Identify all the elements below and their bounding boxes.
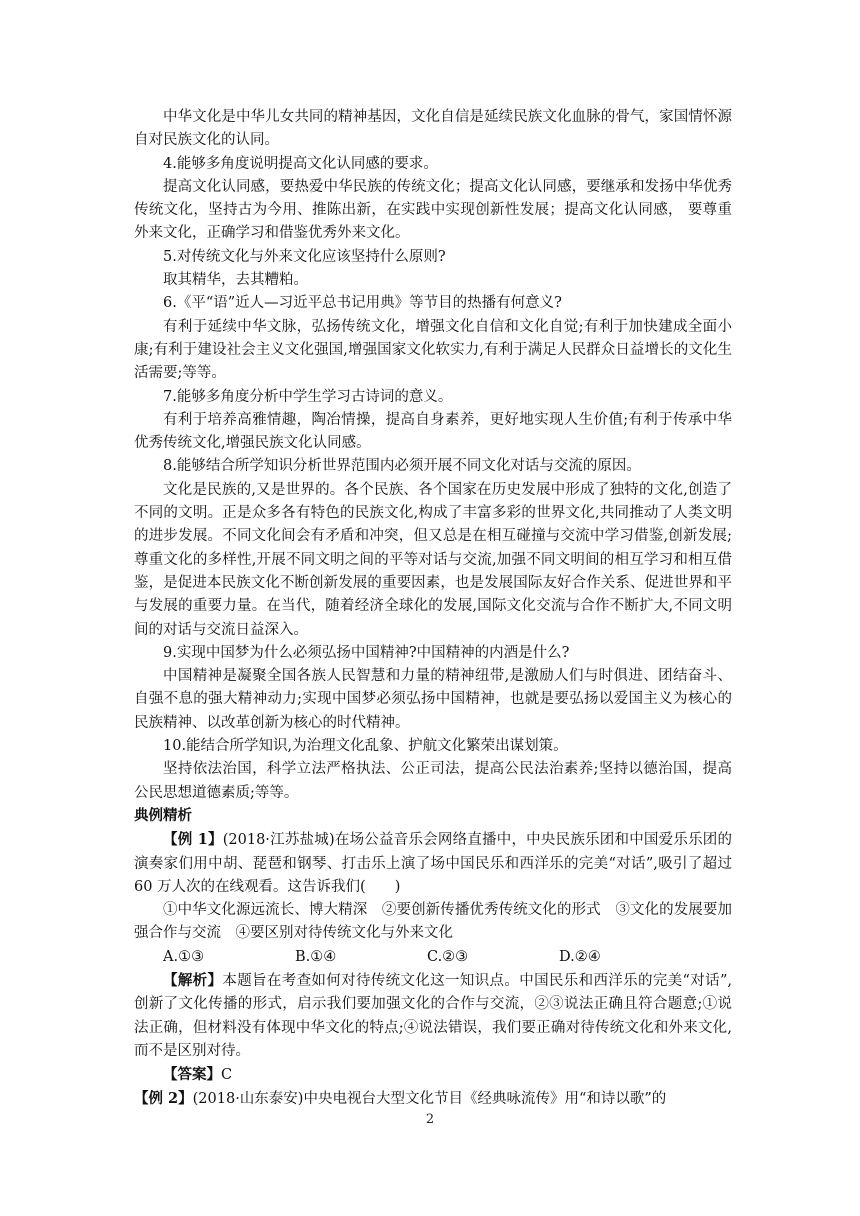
example-1-options <box>134 946 732 969</box>
example-2-text: (2018·山东泰安)中央电视台大型文化节目《经典咏流传》用“和诗以歌”的 <box>192 1091 667 1108</box>
example-1-stem <box>134 828 732 899</box>
example-1-answer <box>134 1063 732 1087</box>
answer-value: C <box>221 1067 233 1084</box>
analysis-tag: 【解析】 <box>163 971 223 989</box>
option-c: C.②③ <box>427 948 469 965</box>
paragraph: 中华文化是中华儿女共同的精神基因，文化自信是延续民族文化血脉的骨气，家国情怀源自对民族文化的认同。 <box>134 109 732 149</box>
option-b: B.①④ <box>295 948 337 965</box>
answer-tag: 【答案】 <box>163 1066 221 1084</box>
example-2-stem <box>134 1087 732 1111</box>
question-10: 10.能结合所学知识,为治理文化乱象、护航文化繁荣出谋划策。 <box>163 738 568 755</box>
example-1-analysis <box>134 969 732 1063</box>
answer-5: 取其精华，去其糟粕。 <box>163 272 308 289</box>
question-7: 7.能够多角度分析中学生学习古诗词的意义。 <box>163 388 453 405</box>
example-1-text: (2018·江苏盐城)在场公益音乐会网络直播中，中央民族乐团和中国爱乐乐团的演奏家们用中胡、琵琶和钢琴、打击乐上演了场中国民乐和西洋乐的完美“对话”,吸引了超过 60 万人次的在线观看。这告诉我们( ) <box>134 832 733 895</box>
question-9: 9.实现中国梦为什么必须弘扬中国精神?中国精神的内酒是什么? <box>163 644 570 661</box>
answer-9: 中国精神是凝聚全国各族人民智慧和力量的精神纽带,是激励人们与时俱进、团结奋斗、自强不息的强大精神动力;实现中国梦必须弘扬中国精神，也就是要弘扬以爱国主义为核心的民族精神、以改革创新为核心的时代精神。 <box>134 668 732 731</box>
example-1-tag: 【例 1】 <box>163 831 223 849</box>
answer-10: 坚持依法治国，科学立法严格执法、公正司法，提高公民法治素养;坚持以德治国，提高公民思想道德素质;等等。 <box>134 761 732 801</box>
answer-7: 有利于培养高雅情趣，陶冶情操，提高自身素养，更好地实现人生价值;有利于传承中华优秀传统文化,增强民族文化认同感。 <box>134 411 732 452</box>
question-8: 8.能够结合所学知识分析世界范围内必须开展不同文化对话与交流的原因。 <box>163 458 641 475</box>
question-4: 4.能够多角度说明提高文化认同感的要求。 <box>163 155 438 172</box>
answer-6: 有利于延续中华文脉，弘扬传统文化，增强文化自信和文化自觉;有利于加快建成全面小康;有利于建设社会主义文化强国,增强国家文化软实力,有利于满足人民群众日益增长的文化生活需要;等等。 <box>134 318 732 382</box>
document-body <box>134 106 732 1112</box>
example-2-tag: 【例 2】 <box>134 1090 193 1108</box>
answer-4: 提高文化认同感，要热爱中华民族的传统文化；提高文化认同感，要继承和发扬中华优秀传统文化，坚持古为今用、推陈出新，在实践中实现创新性发展；提高文化认同感， 要尊重外来文化，正确学习和借鉴优秀外来文化。 <box>134 178 732 242</box>
question-6: 6.《平“语”近人—习近平总书记用典》等节目的热播有何意义? <box>163 295 562 312</box>
answer-8: 文化是民族的,又是世界的。各个民族、各个国家在历史发展中形成了独特的文化,创造了不同的文明。正是众多各有特色的民族文化,构成了丰富多彩的世界文化,共同推动了人类文明的进步发展。不同文化间会有矛盾和冲突，但又总是在相互碰撞与交流中学习借鉴,创新发展;尊重文化的多样性,开展不同文明之间的平等对话与交流,加强不同文明间的相互学习和相互借鉴，是促进本民族文化不断创新发展的重要因素，也是发展国际友好合作关系、促进世界和平与发展的重要力量。在当代，随着经济全球化的发展,国际文化交流与合作不断扩大,不同文明间的对话与交流日益深入。 <box>134 481 732 638</box>
page-number: 2 <box>425 1112 435 1127</box>
section-title: 典例精析 <box>134 807 192 824</box>
question-5: 5.对传统文化与外来文化应该坚持什么原则? <box>163 248 446 265</box>
example-1-statements: ①中华文化源远流长、博大精深 ②要创新传播优秀传统文化的形式 ③文化的发展要加强合作与交流 ④要区别对待传统文化与外来文化 <box>134 902 732 942</box>
option-a: A.①③ <box>163 948 205 965</box>
option-d: D.②④ <box>559 948 601 965</box>
analysis-text: 本题旨在考查如何对待传统文化这一知识点。中国民乐和西洋乐的完美“对话”,创新了文化传播的形式，启示我们要加强文化的合作与交流，②③说法正确且符合题意;①说法正确，但材料没有体现中华文化的特点;④说法错误，我们要正确对待传统文化和外来文化,而不是区别对待。 <box>134 972 732 1059</box>
